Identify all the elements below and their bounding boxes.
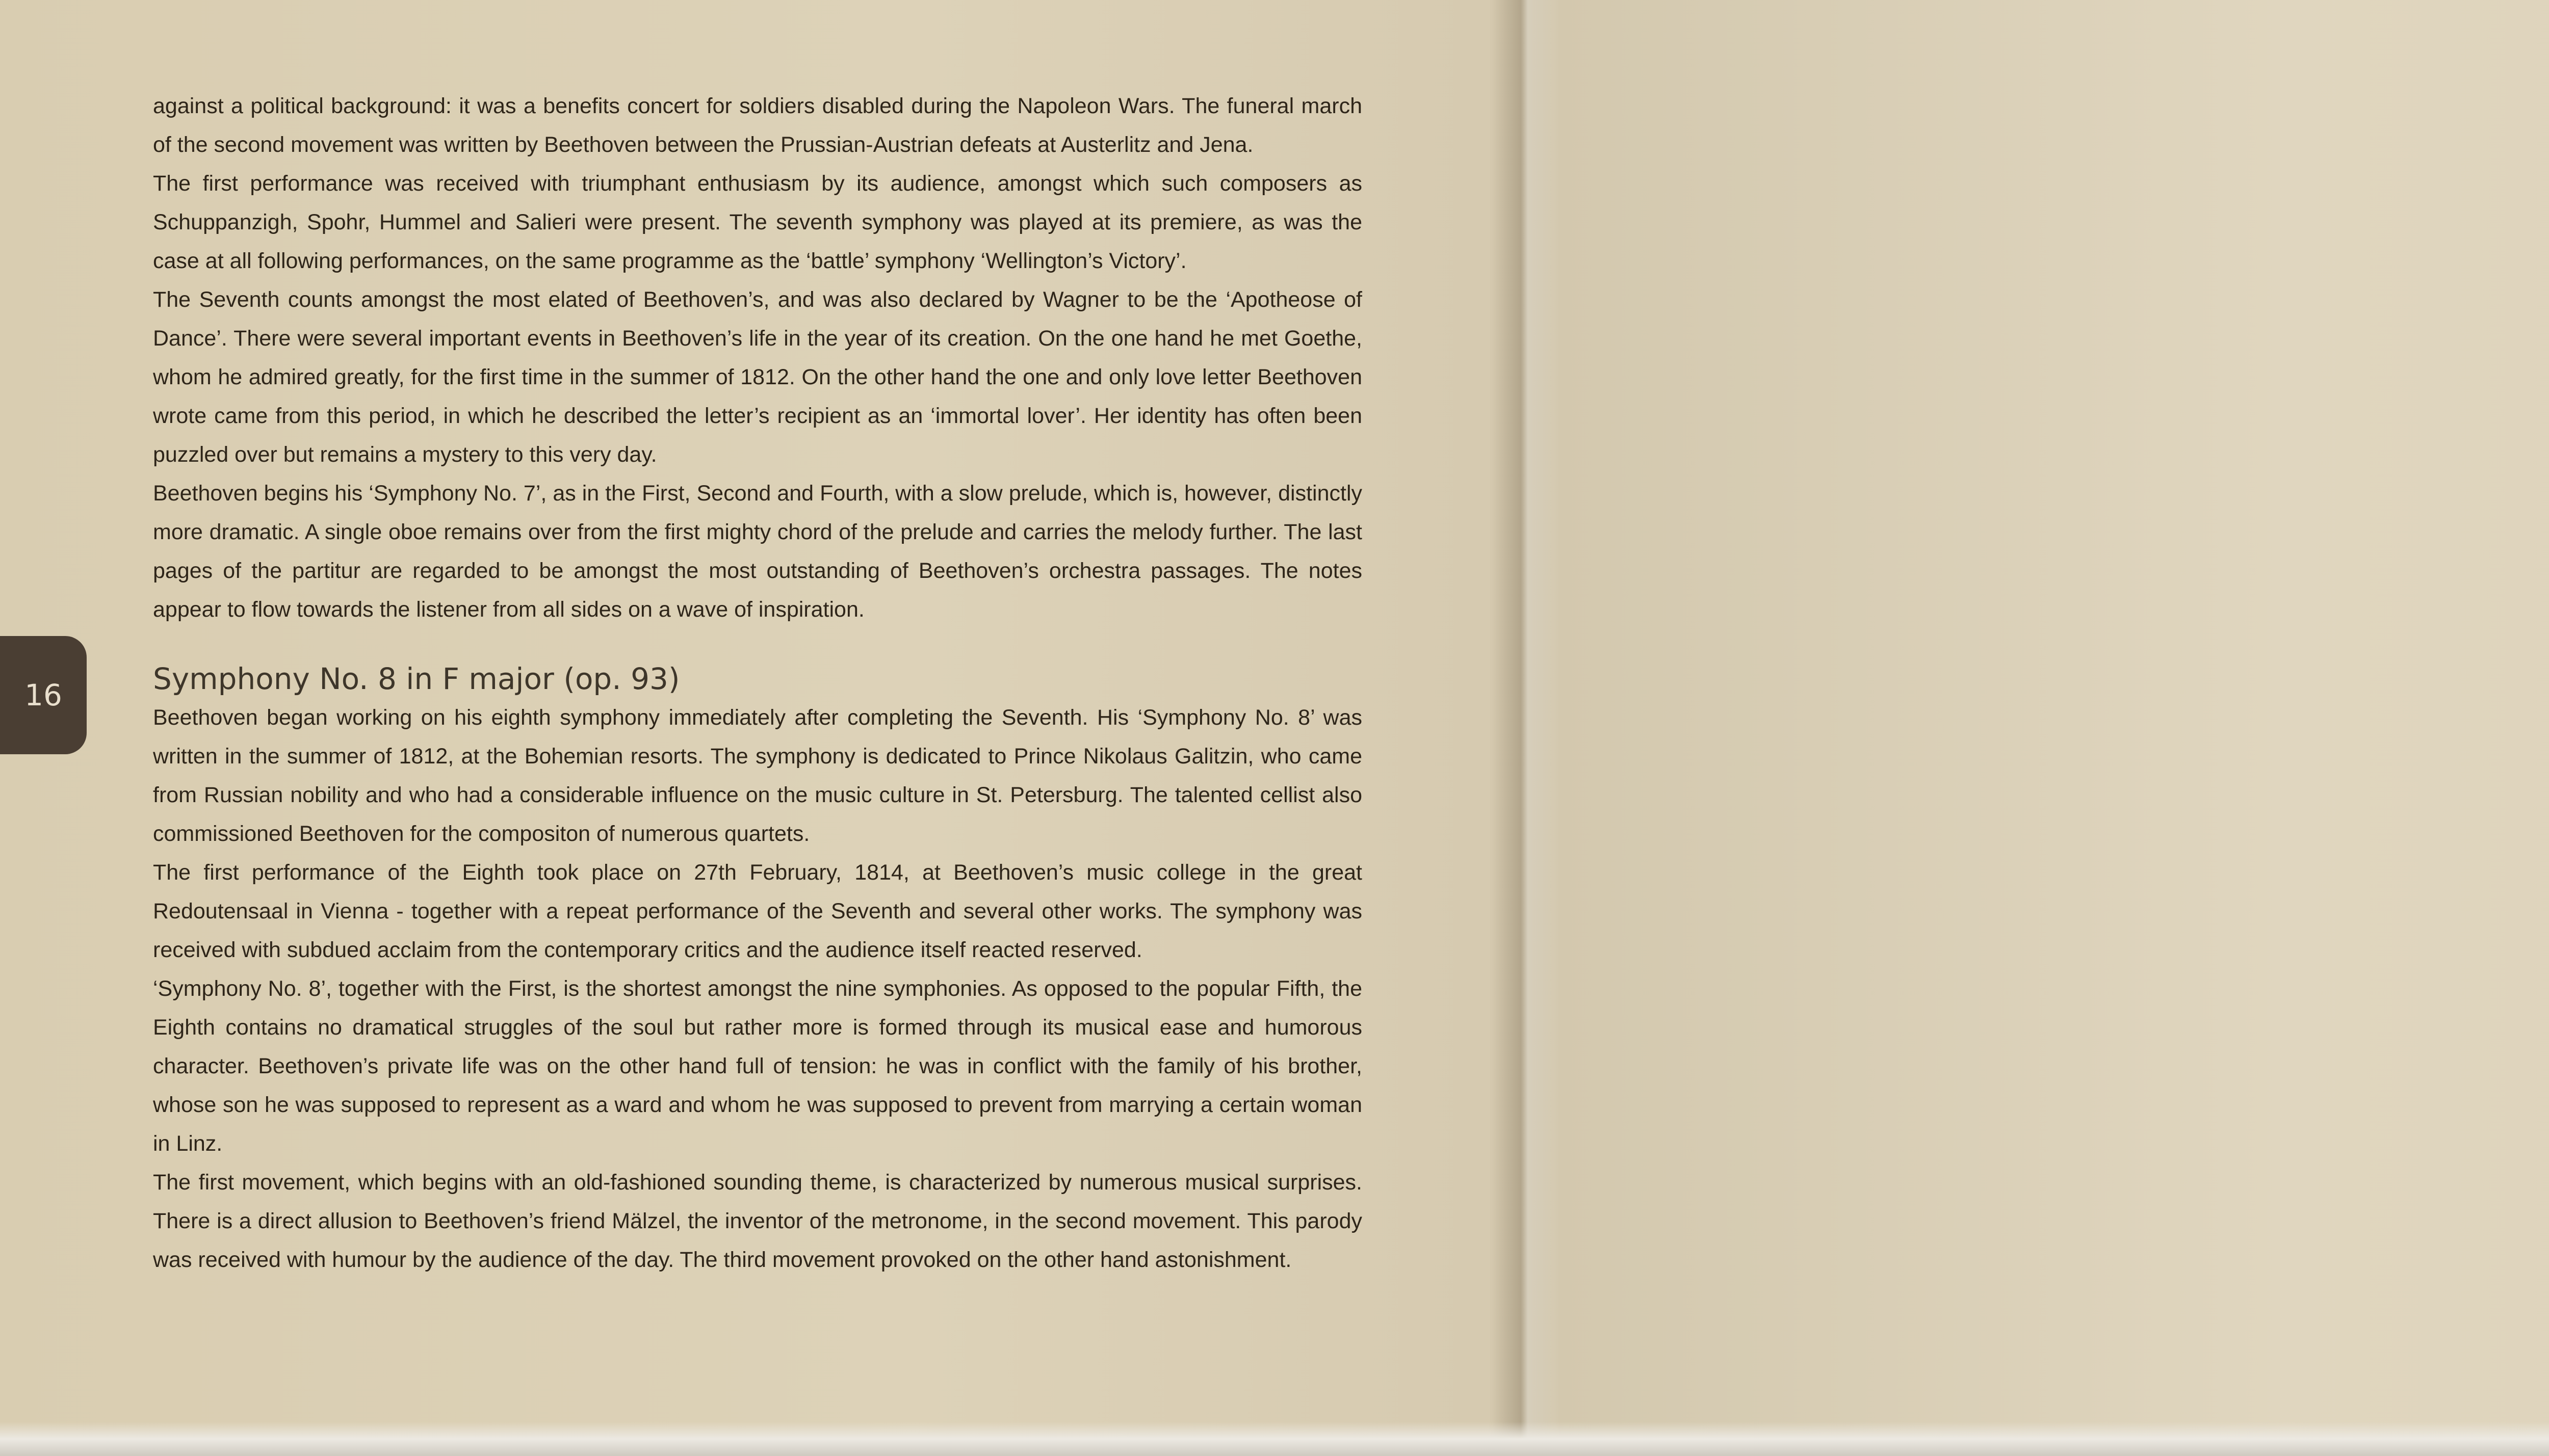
page-number-tab-left [0,636,87,754]
paragraph: Beethoven began working on his eighth symphony immediately after completing the Seventh. His ‘Symphony No. 8’ was written in the summer of 1812, at the Bohemian resorts. The symphony is dedicated to Prince Nikolaus Galitzin, who came from Russian nobility and who had a considerable influence on the music culture in St. Petersburg. The talented cellist also commissioned Beethoven for the compositon of numerous quartets. [153,705,1362,846]
paragraph: The first performance of the Eighth took place on 27th February, 1814, at Beethoven’s music college in the great Redoutensaal in Vienna - together with a repeat performance of the Seventh and several other works. The symphony was received with subdued acclaim from the contemporary critics and the audience itself reacted reserved. [153,860,1362,962]
paragraph: The Seventh counts amongst the most elated of Beethoven’s, and was also declared by Wagner to be the ‘Apotheose of Dance’. There were several important events in Beethoven’s life in the year of its creation. On the one hand he met Goethe, whom he admired greatly, for the first time in the summer of 1812. On the other hand the one and only love letter Beethoven wrote came from this period, in which he described the letter’s recipient as an ‘immortal lover’. Her identity has often been puzzled over but remains a mystery to this very day. [153,287,1362,467]
page-number: 16 [24,678,62,712]
right-page [1524,0,2549,1456]
section-spacer [153,629,1362,659]
section-heading: Symphony No. 8 in F major (op. 93) [153,661,680,696]
paragraph: The first movement, which begins with an old-fashioned sounding theme, is characterized by numerous musical surprises. There is a direct allusion to Beethoven’s friend Mälzel, the inventor of the metronome, in the second movement. This parody was received with humour by the audience of the day. The third movement provoked on the other hand astonishment. [153,1170,1362,1272]
paragraph: against a political background: it was a benefits concert for soldiers disabled during the Napoleon Wars. The funeral march of the second movement was written by Beethoven between the Prussian-Austrian defeats at Austerlitz and Jena. [153,94,1362,157]
paragraph: Beethoven begins his ‘Symphony No. 7’, as in the First, Second and Fourth, with a slow prelude, which is, however, distinctly more dramatic. A single oboe remains over from the first mighty chord of the prelude and carries the melody further. The last pages of the partitur are regarded to be amongst the most outstanding of Beethoven’s orchestra passages. The notes appear to flow towards the listener from all sides on a wave of inspiration. [153,481,1362,622]
scanner-bed [0,1422,2549,1456]
left-page-text [153,87,1362,1279]
paragraph: ‘Symphony No. 8’, together with the First, is the shortest amongst the nine symphonies. As opposed to the popular Fifth, the Eighth contains no dramatical struggles of the soul but rather more is formed through its musical ease and humorous character. Beethoven’s private life was on the other hand full of tension: he was in conflict with the family of his brother, whose son he was supposed to represent as a ward and whom he was supposed to prevent from marrying a certain woman in Linz. [153,976,1362,1156]
paragraph: The first performance was received with triumphant enthusiasm by its audience, amongst which such composers as Schuppanzigh, Spohr, Hummel and Salieri were present. The seventh symphony was played at its premiere, as was the case at all following performances, on the same programme as the ‘battle’ symphony ‘Wellington’s Victory’. [153,171,1362,273]
